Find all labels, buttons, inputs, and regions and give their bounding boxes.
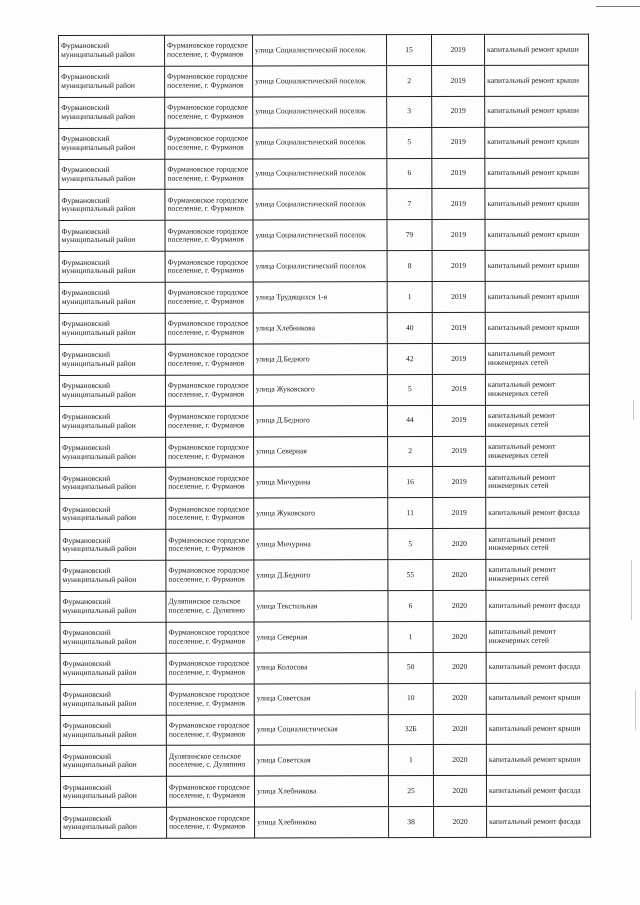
work-type-cell: капитальный ремонт инженерных сетей: [485, 405, 589, 436]
house-number-cell: 5: [387, 127, 432, 158]
house-number-cell: 44: [387, 405, 432, 436]
work-type-cell: капитальный ремонт крыши: [485, 250, 589, 281]
house-number-cell: 15: [387, 35, 432, 66]
year-cell: 2020: [433, 560, 486, 591]
settlement-cell: Фурмановское городское поселение, г. Фурманов: [165, 313, 253, 344]
year-cell: 2019: [432, 65, 485, 96]
settlement-cell: Фурмановское городское поселение, г. Фурманов: [166, 776, 254, 807]
year-cell: 2019: [432, 282, 485, 313]
district-cell: Фурмановский муниципальный район: [60, 777, 166, 808]
settlement-cell: Фурмановское городское поселение, г. Фурманов: [165, 251, 253, 282]
district-cell: Фурмановский муниципальный район: [59, 159, 165, 190]
year-cell: 2020: [434, 807, 487, 838]
work-type-cell: капитальный ремонт фасада: [487, 806, 591, 837]
year-cell: 2020: [433, 683, 486, 714]
repair-program-table: [58, 34, 591, 840]
table-row: [59, 96, 589, 128]
work-type-cell: капитальный ремонт крыши: [486, 714, 590, 745]
work-type-cell: капитальный ремонт фасада: [486, 775, 590, 806]
street-cell: улица Хлебникова: [254, 776, 388, 807]
table-row: [60, 436, 590, 468]
district-cell: Фурмановский муниципальный район: [60, 715, 166, 746]
settlement-cell: Фурмановское городское поселение, г. Фурманов: [166, 684, 254, 715]
settlement-cell: Фурмановское городское поселение, г. Фурманов: [165, 128, 253, 159]
street-cell: улица Д.Бедного: [253, 405, 387, 436]
scan-corner-mark: [596, 6, 640, 9]
settlement-cell: Фурмановское городское поселение, г. Фурманов: [165, 97, 253, 128]
street-cell: улица Социалистическая: [254, 714, 388, 745]
district-cell: Фурмановский муниципальный район: [59, 190, 165, 221]
year-cell: 2020: [433, 621, 486, 652]
street-cell: улица Мичурина: [254, 467, 388, 498]
table-row: [60, 683, 590, 715]
house-number-cell: 79: [387, 220, 432, 251]
table-row: [60, 467, 590, 499]
district-cell: Фурмановский муниципальный район: [60, 560, 166, 591]
district-cell: Фурмановский муниципальный район: [60, 499, 166, 530]
year-cell: 2019: [432, 127, 485, 158]
work-type-cell: капитальный ремонт крыши: [485, 65, 589, 96]
year-cell: 2019: [432, 374, 485, 405]
work-type-cell: капитальный ремонт крыши: [485, 189, 589, 220]
settlement-cell: Дуляпинское сельское поселение, с. Дуляпино: [166, 745, 254, 776]
year-cell: 2020: [433, 590, 486, 621]
table-row: [59, 34, 589, 66]
work-type-cell: капитальный ремонт крыши: [486, 683, 590, 714]
district-cell: Фурмановский муниципальный район: [59, 375, 165, 406]
table-row: [59, 374, 589, 406]
house-number-cell: 6: [387, 158, 432, 189]
work-type-cell: капитальный ремонт крыши: [486, 745, 590, 776]
street-cell: улица Северная: [254, 622, 388, 653]
district-cell: Фурмановский муниципальный район: [60, 746, 166, 777]
table-row: [60, 775, 590, 807]
work-type-cell: капитальный ремонт инженерных сетей: [486, 559, 590, 590]
work-type-cell: капитальный ремонт крыши: [485, 158, 589, 189]
house-number-cell: 10: [388, 683, 433, 714]
street-cell: улица Социалистический поселок: [253, 189, 387, 220]
settlement-cell: Фурмановское городское поселение, г. Фурманов: [165, 66, 253, 97]
district-cell: Фурмановский муниципальный район: [59, 406, 165, 437]
house-number-cell: 3: [387, 96, 432, 127]
work-type-cell: капитальный ремонт крыши: [484, 34, 588, 65]
year-cell: 2020: [433, 652, 486, 683]
year-cell: 2020: [433, 529, 486, 560]
district-cell: Фурмановский муниципальный район: [59, 97, 165, 128]
work-type-cell: капитальный ремонт инженерных сетей: [485, 343, 589, 374]
house-number-cell: 1: [388, 621, 433, 652]
settlement-cell: Фурмановское городское поселение, г. Фурманов: [165, 344, 253, 375]
street-cell: улица Жуковского: [254, 498, 388, 529]
table-row: [60, 497, 590, 529]
settlement-cell: Фурмановское городское поселение, г. Фурманов: [166, 437, 254, 468]
scan-edge-mark: [631, 560, 632, 620]
street-cell: улица Социалистический поселок: [253, 251, 387, 282]
settlement-cell: Фурмановское городское поселение, г. Фурманов: [167, 807, 255, 838]
work-type-cell: капитальный ремонт крыши: [485, 312, 589, 343]
work-type-cell: капитальный ремонт инженерных сетей: [486, 467, 590, 498]
house-number-cell: 11: [388, 498, 433, 529]
settlement-cell: Фурмановское городское поселение, г. Фурманов: [166, 715, 254, 746]
year-cell: 2019: [432, 220, 485, 251]
settlement-cell: Фурмановское городское поселение, г. Фурманов: [165, 282, 253, 313]
work-type-cell: капитальный ремонт фасада: [486, 652, 590, 683]
street-cell: улица Северная: [254, 436, 388, 467]
scan-edge-mark: [635, 690, 636, 730]
work-type-cell: капитальный ремонт инженерных сетей: [486, 528, 590, 559]
table-row: [59, 127, 589, 159]
work-type-cell: капитальный ремонт крыши: [485, 127, 589, 158]
street-cell: улица Мичурина: [254, 529, 388, 560]
house-number-cell: 1: [387, 282, 432, 313]
work-type-cell: капитальный ремонт фасада: [486, 497, 590, 528]
district-cell: Фурмановский муниципальный район: [60, 684, 166, 715]
table-row: [59, 189, 589, 221]
district-cell: Фурмановский муниципальный район: [59, 35, 165, 66]
street-cell: улица Советская: [254, 683, 388, 714]
house-number-cell: 42: [387, 343, 432, 374]
table-row: [60, 714, 590, 746]
year-cell: 2019: [433, 436, 486, 467]
settlement-cell: Фурмановское городское поселение, г. Фурманов: [165, 189, 253, 220]
year-cell: 2019: [432, 312, 485, 343]
work-type-cell: капитальный ремонт фасада: [486, 590, 590, 621]
year-cell: 2019: [432, 251, 485, 282]
table-row: [59, 312, 589, 344]
street-cell: улица Жуковского: [253, 374, 387, 405]
street-cell: улица Социалистический поселок: [253, 127, 387, 158]
year-cell: 2019: [432, 158, 485, 189]
year-cell: 2019: [433, 467, 486, 498]
district-cell: Фурмановский муниципальный район: [60, 529, 166, 560]
street-cell: улица Советская: [254, 745, 388, 776]
street-cell: улица Д.Бедного: [253, 344, 387, 375]
house-number-cell: 2: [387, 65, 432, 96]
work-type-cell: капитальный ремонт крыши: [485, 219, 589, 250]
table-row: [59, 219, 589, 251]
house-number-cell: 50: [388, 652, 433, 683]
year-cell: 2019: [432, 189, 485, 220]
table-row: [59, 158, 589, 190]
district-cell: Фурмановский муниципальный район: [60, 591, 166, 622]
work-type-cell: капитальный ремонт инженерных сетей: [486, 621, 590, 652]
work-type-cell: капитальный ремонт инженерных сетей: [485, 374, 589, 405]
settlement-cell: Фурмановское городское поселение, г. Фурманов: [166, 467, 254, 498]
year-cell: 2019: [433, 498, 486, 529]
settlement-cell: Дуляпинское сельское поселение, с. Дуляпино: [166, 591, 254, 622]
district-cell: Фурмановский муниципальный район: [61, 807, 167, 838]
table-row: [60, 559, 590, 591]
scan-edge-mark: [633, 400, 634, 420]
house-number-cell: 40: [387, 313, 432, 344]
settlement-cell: Фурмановское городское поселение, г. Фурманов: [165, 159, 253, 190]
settlement-cell: Фурмановское городское поселение, г. Фурманов: [165, 220, 253, 251]
street-cell: улица Хлебникова: [255, 807, 389, 838]
district-cell: Фурмановский муниципальный район: [59, 344, 165, 375]
street-cell: улица Социалистический поселок: [253, 35, 387, 66]
year-cell: 2020: [433, 714, 486, 745]
house-number-cell: 5: [388, 529, 433, 560]
table-row: [59, 281, 589, 313]
table-row: [60, 621, 590, 653]
street-cell: улица Социалистический поселок: [253, 96, 387, 127]
house-number-cell: 6: [388, 591, 433, 622]
street-cell: улица Социалистический поселок: [253, 158, 387, 189]
district-cell: Фурмановский муниципальный район: [59, 66, 165, 97]
table-row: [59, 65, 589, 97]
house-number-cell: 38: [389, 807, 434, 838]
table-row: [59, 343, 589, 375]
work-type-cell: капитальный ремонт крыши: [485, 96, 589, 127]
year-cell: 2020: [433, 776, 486, 807]
street-cell: улица Текстильная: [254, 591, 388, 622]
settlement-cell: Фурмановское городское поселение, г. Фурманов: [166, 622, 254, 653]
work-type-cell: капитальный ремонт крыши: [485, 281, 589, 312]
district-cell: Фурмановский муниципальный район: [59, 221, 165, 252]
street-cell: улица Социалистический поселок: [253, 66, 387, 97]
table-body: [59, 34, 591, 839]
house-number-cell: 7: [387, 189, 432, 220]
house-number-cell: 55: [388, 560, 433, 591]
settlement-cell: Фурмановское городское поселение, г. Фурманов: [166, 560, 254, 591]
street-cell: улица Хлебникова: [253, 313, 387, 344]
year-cell: 2020: [433, 745, 486, 776]
table-row: [60, 745, 590, 777]
district-cell: Фурмановский муниципальный район: [60, 437, 166, 468]
district-cell: Фурмановский муниципальный район: [59, 128, 165, 159]
house-number-cell: 8: [387, 251, 432, 282]
settlement-cell: Фурмановское городское поселение, г. Фурманов: [165, 406, 253, 437]
house-number-cell: 1: [388, 745, 433, 776]
table-row: [60, 528, 590, 560]
settlement-cell: Фурмановское городское поселение, г. Фурманов: [166, 529, 254, 560]
table-row: [59, 250, 589, 282]
house-number-cell: 2: [388, 436, 433, 467]
house-number-cell: 25: [388, 776, 433, 807]
settlement-cell: Фурмановское городское поселение, г. Фурманов: [166, 653, 254, 684]
settlement-cell: Фурмановское городское поселение, г. Фурманов: [165, 375, 253, 406]
house-number-cell: 16: [388, 467, 433, 498]
house-number-cell: 5: [387, 374, 432, 405]
district-cell: Фурмановский муниципальный район: [60, 622, 166, 653]
house-number-cell: 32Б: [388, 714, 433, 745]
work-type-cell: капитальный ремонт инженерных сетей: [486, 436, 590, 467]
table-row: [61, 806, 591, 838]
street-cell: улица Социалистический поселок: [253, 220, 387, 251]
district-cell: Фурмановский муниципальный район: [59, 251, 165, 282]
district-cell: Фурмановский муниципальный район: [59, 282, 165, 313]
settlement-cell: Фурмановское городское поселение, г. Фурманов: [165, 35, 253, 66]
settlement-cell: Фурмановское городское поселение, г. Фурманов: [166, 498, 254, 529]
year-cell: 2019: [432, 405, 485, 436]
district-cell: Фурмановский муниципальный район: [60, 468, 166, 499]
year-cell: 2019: [432, 34, 485, 65]
street-cell: улица Трудящихся 1-я: [253, 282, 387, 313]
district-cell: Фурмановский муниципальный район: [59, 313, 165, 344]
year-cell: 2019: [432, 343, 485, 374]
street-cell: улица Колосова: [254, 652, 388, 683]
table-row: [59, 405, 589, 437]
street-cell: улица Д.Бедного: [254, 560, 388, 591]
year-cell: 2019: [432, 96, 485, 127]
table-row: [60, 652, 590, 684]
district-cell: Фурмановский муниципальный район: [60, 653, 166, 684]
table-row: [60, 590, 590, 622]
